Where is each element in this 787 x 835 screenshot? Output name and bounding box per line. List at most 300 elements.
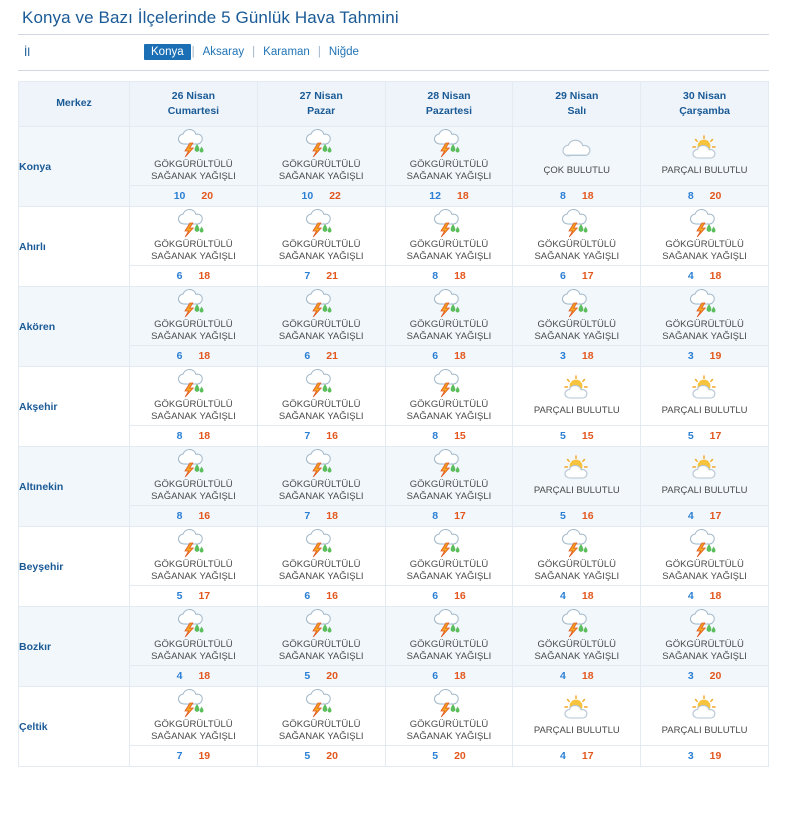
min-temperature: 3 [687,670,694,682]
max-temperature: 18 [709,270,722,282]
min-temperature: 8 [432,510,439,522]
min-temperature: 5 [304,750,311,762]
max-temperature: 18 [709,590,722,602]
temperature-cell [385,666,513,687]
temperature-cell [385,266,513,287]
temperature-range [688,750,722,762]
thunderstorm-shower-icon [641,288,768,318]
max-temperature: 18 [454,350,466,362]
weather-cell [641,527,769,586]
min-temperature: 3 [687,750,694,762]
temperature-cell [513,346,641,367]
weather-description: GÖKGÜRÜLTÜLÜ SAĞANAK YAĞIŞLI [534,319,620,342]
weather-description: GÖKGÜRÜLTÜLÜ SAĞANAK YAĞIŞLI [662,239,747,262]
weather-cell [257,607,385,666]
weather-description: GÖKGÜRÜLTÜLÜ SAĞANAK YAĞIŞLI [278,159,364,182]
weather-description: GÖKGÜRÜLTÜLÜ SAĞANAK YAĞIŞLI [278,479,364,502]
city-name-cell[interactable]: Beyşehir [19,527,130,607]
table-row [19,527,769,586]
min-temperature: 8 [432,270,439,282]
filter-label: İl [24,45,30,59]
weather-cell [513,287,641,346]
min-temperature: 10 [301,190,314,202]
min-temperature: 6 [176,350,183,362]
temperature-range [560,350,594,362]
max-temperature: 18 [454,270,466,282]
min-temperature: 5 [304,670,311,682]
thunderstorm-shower-icon [258,208,385,238]
weather-cell [513,207,641,266]
table-row [19,367,769,426]
table-row-temps [19,586,769,607]
temperature-range [429,190,468,202]
weather-description: GÖKGÜRÜLTÜLÜ SAĞANAK YAĞIŞLI [406,159,492,182]
max-temperature: 20 [454,750,466,762]
min-temperature: 8 [560,190,566,202]
weather-description: GÖKGÜRÜLTÜLÜ SAĞANAK YAĞIŞLI [278,559,364,582]
city-tabs [144,44,366,60]
min-temperature: 12 [429,190,441,202]
city-name-cell[interactable]: Çeltik [19,687,130,767]
temperature-cell [385,506,513,527]
day-weekday: Çarşamba [679,105,730,117]
thunderstorm-shower-icon [513,608,640,638]
min-temperature: 6 [304,350,311,362]
table-row-temps [19,186,769,207]
weather-cell [641,607,769,666]
min-temperature: 6 [432,590,439,602]
day-header-5 [641,82,769,127]
temperature-cell [130,266,258,287]
weather-description: PARÇALI BULUTLU [533,484,620,496]
weather-cell [130,447,258,506]
city-name-cell[interactable]: Ahırlı [19,207,130,287]
min-temperature: 7 [304,510,311,522]
max-temperature: 17 [709,510,722,522]
day-weekday: Cumartesi [167,105,220,117]
weather-cell [130,367,258,426]
min-temperature: 3 [560,350,566,362]
temperature-cell [513,506,641,527]
temperature-range [432,430,466,442]
max-temperature: 21 [326,350,338,362]
weather-description: PARÇALI BULUTLU [533,404,620,416]
weather-cell [385,207,513,266]
weather-description: GÖKGÜRÜLTÜLÜ SAĞANAK YAĞIŞLI [406,319,492,342]
weather-cell [641,687,769,746]
temperature-range [304,510,338,522]
temperature-cell [130,746,258,767]
temperature-cell [130,186,258,207]
min-temperature: 5 [560,430,566,442]
temperature-range [304,670,338,682]
min-temperature: 8 [432,430,439,442]
temperature-cell [641,746,769,767]
temperature-range [560,750,594,762]
temperature-cell [257,346,385,367]
temperature-range [304,350,338,362]
thunderstorm-shower-icon [258,128,385,158]
weather-description: ÇOK BULUTLU [543,164,611,176]
weather-cell [257,527,385,586]
min-temperature: 6 [432,670,439,682]
weather-cell [513,527,641,586]
temperature-range [432,670,466,682]
weather-cell [641,447,769,506]
weather-description: GÖKGÜRÜLTÜLÜ SAĞANAK YAĞIŞLI [662,559,747,582]
max-temperature: 17 [454,510,466,522]
min-temperature: 4 [687,510,694,522]
temperature-cell [257,506,385,527]
weather-description: GÖKGÜRÜLTÜLÜ SAĞANAK YAĞIŞLI [534,559,620,582]
city-tab-konya[interactable]: Konya [144,44,191,60]
day-date: 27 Nisan [299,89,343,102]
city-tab-aksaray[interactable]: Aksaray [202,46,245,58]
city-name-cell[interactable]: Altınekin [19,447,130,527]
min-temperature: 3 [687,350,694,362]
weather-description: PARÇALI BULUTLU [661,484,748,496]
weather-description: GÖKGÜRÜLTÜLÜ SAĞANAK YAĞIŞLI [534,239,620,262]
partly-cloudy-icon [641,454,768,484]
weather-cell [513,607,641,666]
temperature-range [432,350,466,362]
city-tab-niğde[interactable]: Niğde [328,46,359,58]
table-row [19,127,769,186]
temperature-cell [130,346,258,367]
weather-description: GÖKGÜRÜLTÜLÜ SAĞANAK YAĞIŞLI [278,639,364,662]
temperature-range [177,270,211,282]
day-date: 28 Nisan [427,89,471,102]
max-temperature: 18 [454,670,466,682]
max-temperature: 18 [198,350,211,362]
weather-description: GÖKGÜRÜLTÜLÜ SAĞANAK YAĞIŞLI [151,239,236,262]
temperature-range [177,350,211,362]
temperature-cell [513,186,641,207]
city-tab-karaman[interactable]: Karaman [263,46,310,58]
very-cloudy-icon [513,134,640,164]
table-row-temps [19,266,769,287]
temperature-cell [130,426,258,447]
thunderstorm-shower-icon [130,208,257,238]
max-temperature: 18 [581,190,594,202]
max-temperature: 19 [709,750,722,762]
thunderstorm-shower-icon [130,448,257,478]
temperature-cell [130,586,258,607]
weather-cell [385,367,513,426]
forecast-table-head [19,82,769,127]
table-row-temps [19,666,769,687]
min-temperature: 8 [176,510,183,522]
thunderstorm-shower-icon [130,368,257,398]
min-temperature: 4 [560,750,566,762]
day-header-4 [513,82,641,127]
max-temperature: 17 [198,590,211,602]
weather-cell [130,527,258,586]
temperature-range [688,350,722,362]
temperature-cell [513,586,641,607]
max-temperature: 18 [326,510,338,522]
min-temperature: 7 [176,750,183,762]
weather-cell [641,207,769,266]
weather-cell [130,687,258,746]
temperature-range [177,670,211,682]
tab-separator: | [317,46,321,58]
temperature-cell [641,346,769,367]
city-name-cell[interactable]: Akören [19,287,130,367]
temperature-cell [641,186,769,207]
weather-description: GÖKGÜRÜLTÜLÜ SAĞANAK YAĞIŞLI [406,399,492,422]
thunderstorm-shower-icon [386,368,513,398]
city-filter-row [18,35,769,71]
weather-description: GÖKGÜRÜLTÜLÜ SAĞANAK YAĞIŞLI [406,639,492,662]
city-name-cell[interactable]: Konya [19,127,130,207]
temperature-cell [385,186,513,207]
weather-description: GÖKGÜRÜLTÜLÜ SAĞANAK YAĞIŞLI [406,239,492,262]
max-temperature: 18 [581,350,594,362]
thunderstorm-shower-icon [258,288,385,318]
temperature-range [304,590,338,602]
weather-description: GÖKGÜRÜLTÜLÜ SAĞANAK YAĞIŞLI [151,559,236,582]
weather-cell [385,127,513,186]
temperature-range [560,510,594,522]
temperature-range [177,750,211,762]
min-temperature: 10 [173,190,186,202]
table-header-row [19,82,769,127]
max-temperature: 15 [454,430,466,442]
temperature-range [688,190,722,202]
weather-description: PARÇALI BULUTLU [661,404,748,416]
tab-separator: | [191,46,195,58]
weather-description: PARÇALI BULUTLU [661,724,748,736]
temperature-range [560,270,594,282]
min-temperature: 5 [176,590,183,602]
forecast-table-body [19,127,769,767]
temperature-range [174,190,213,202]
weather-description: GÖKGÜRÜLTÜLÜ SAĞANAK YAĞIŞLI [662,639,747,662]
min-temperature: 6 [304,590,311,602]
min-temperature: 5 [560,510,566,522]
thunderstorm-shower-icon [386,208,513,238]
partly-cloudy-icon [513,454,640,484]
max-temperature: 16 [454,590,466,602]
min-temperature: 8 [176,430,183,442]
weather-cell [385,447,513,506]
max-temperature: 16 [581,510,594,522]
thunderstorm-shower-icon [641,208,768,238]
thunderstorm-shower-icon [513,288,640,318]
partly-cloudy-icon [641,134,768,164]
weather-description: PARÇALI BULUTLU [661,164,748,176]
max-temperature: 18 [198,430,211,442]
city-name-cell[interactable]: Akşehir [19,367,130,447]
weather-description: GÖKGÜRÜLTÜLÜ SAĞANAK YAĞIŞLI [151,399,236,422]
min-temperature: 6 [176,270,183,282]
min-temperature: 4 [176,670,183,682]
temperature-range [177,590,211,602]
max-temperature: 18 [581,590,594,602]
weather-cell [257,447,385,506]
min-temperature: 4 [560,670,566,682]
max-temperature: 20 [201,190,214,202]
table-row [19,607,769,666]
temperature-cell [130,666,258,687]
thunderstorm-shower-icon [513,208,640,238]
page-title: Konya ve Bazı İlçelerinde 5 Günlük Hava Tahmini [22,8,399,27]
city-name-cell[interactable]: Bozkır [19,607,130,687]
thunderstorm-shower-icon [386,128,513,158]
temperature-range [688,670,722,682]
temperature-cell [257,666,385,687]
weather-description: GÖKGÜRÜLTÜLÜ SAĞANAK YAĞIŞLI [406,719,492,742]
max-temperature: 22 [329,190,341,202]
min-temperature: 8 [687,190,694,202]
max-temperature: 19 [198,750,211,762]
max-temperature: 20 [709,190,722,202]
weather-cell [385,687,513,746]
thunderstorm-shower-icon [130,288,257,318]
max-temperature: 16 [326,590,338,602]
min-temperature: 6 [560,270,566,282]
weather-cell [385,607,513,666]
partly-cloudy-icon [513,374,640,404]
weather-description: GÖKGÜRÜLTÜLÜ SAĞANAK YAĞIŞLI [662,319,747,342]
weather-cell [641,367,769,426]
weather-cell [130,207,258,266]
max-temperature: 20 [326,670,338,682]
max-temperature: 20 [709,670,722,682]
weather-cell [513,367,641,426]
temperature-cell [513,266,641,287]
min-temperature: 6 [432,350,439,362]
thunderstorm-shower-icon [641,528,768,558]
temperature-cell [257,186,385,207]
thunderstorm-shower-icon [386,448,513,478]
weather-description: PARÇALI BULUTLU [533,724,620,736]
thunderstorm-shower-icon [258,608,385,638]
min-temperature: 4 [687,590,694,602]
weather-cell [257,127,385,186]
weather-cell [513,127,641,186]
thunderstorm-shower-icon [130,128,257,158]
temperature-range [432,750,466,762]
max-temperature: 17 [709,430,722,442]
max-temperature: 19 [709,350,722,362]
thunderstorm-shower-icon [386,528,513,558]
partly-cloudy-icon [641,694,768,724]
temperature-range [560,670,594,682]
thunderstorm-shower-icon [130,688,257,718]
temperature-cell [257,586,385,607]
temperature-range [304,430,338,442]
min-temperature: 5 [432,750,439,762]
temperature-cell [641,426,769,447]
weather-cell [257,287,385,346]
table-row-temps [19,426,769,447]
weather-description: GÖKGÜRÜLTÜLÜ SAĞANAK YAĞIŞLI [278,319,364,342]
temperature-range [304,270,338,282]
weather-description: GÖKGÜRÜLTÜLÜ SAĞANAK YAĞIŞLI [278,239,364,262]
weather-description: GÖKGÜRÜLTÜLÜ SAĞANAK YAĞIŞLI [278,399,364,422]
day-header-3 [385,82,513,127]
temperature-range [177,510,211,522]
max-temperature: 18 [581,670,594,682]
thunderstorm-shower-icon [386,608,513,638]
temperature-cell [385,346,513,367]
temperature-range [432,510,466,522]
weather-description: GÖKGÜRÜLTÜLÜ SAĞANAK YAĞIŞLI [406,479,492,502]
weather-cell [641,127,769,186]
day-date: 30 Nisan [682,89,727,102]
temperature-cell [130,506,258,527]
max-temperature: 17 [581,750,594,762]
thunderstorm-shower-icon [258,688,385,718]
temperature-cell [641,266,769,287]
weather-cell [257,207,385,266]
day-header-1 [130,82,258,127]
thunderstorm-shower-icon [130,528,257,558]
weather-cell [641,287,769,346]
day-date: 26 Nisan [171,89,215,102]
thunderstorm-shower-icon [386,688,513,718]
temperature-range [688,510,722,522]
temperature-range [302,190,341,202]
table-row-temps [19,346,769,367]
temperature-range [432,270,466,282]
temperature-range [688,270,722,282]
corner-header: Merkez [19,82,130,127]
weather-description: GÖKGÜRÜLTÜLÜ SAĞANAK YAĞIŞLI [151,639,236,662]
weather-cell [513,687,641,746]
min-temperature: 4 [687,270,694,282]
max-temperature: 17 [581,270,594,282]
thunderstorm-shower-icon [130,608,257,638]
weather-cell [130,607,258,666]
temperature-cell [513,426,641,447]
table-row [19,687,769,746]
thunderstorm-shower-icon [513,528,640,558]
weather-cell [257,687,385,746]
temperature-range [560,190,594,202]
temperature-range [432,590,466,602]
partly-cloudy-icon [513,694,640,724]
day-weekday: Salı [567,105,587,117]
min-temperature: 7 [304,430,311,442]
temperature-cell [257,266,385,287]
day-header-2 [257,82,385,127]
temperature-range [688,590,722,602]
weather-cell [385,287,513,346]
table-row [19,207,769,266]
max-temperature: 16 [326,430,338,442]
temperature-range [560,590,594,602]
temperature-cell [385,586,513,607]
thunderstorm-shower-icon [258,528,385,558]
min-temperature: 5 [687,430,694,442]
temperature-cell [513,746,641,767]
temperature-cell [385,426,513,447]
temperature-range [560,430,594,442]
thunderstorm-shower-icon [258,448,385,478]
max-temperature: 16 [198,510,211,522]
weather-cell [385,527,513,586]
weather-cell [257,367,385,426]
temperature-cell [641,506,769,527]
weather-description: GÖKGÜRÜLTÜLÜ SAĞANAK YAĞIŞLI [278,719,364,742]
max-temperature: 18 [198,270,211,282]
weather-description: GÖKGÜRÜLTÜLÜ SAĞANAK YAĞIŞLI [151,479,236,502]
table-row-temps [19,506,769,527]
temperature-cell [257,746,385,767]
